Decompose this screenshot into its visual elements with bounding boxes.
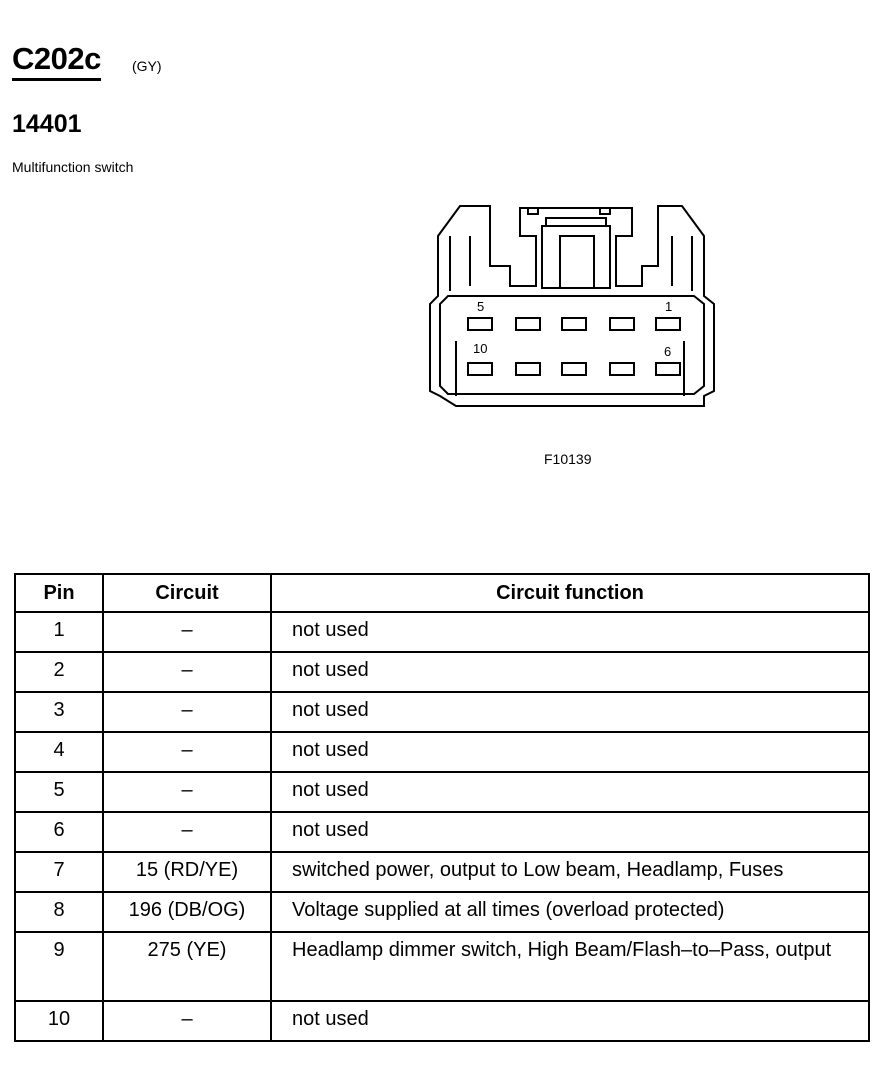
circuit-cell: –	[103, 772, 271, 812]
pin-cell: 7	[15, 852, 103, 892]
connector-face-diagram	[420, 196, 720, 426]
function-cell: not used	[271, 772, 869, 812]
pin-cell: 3	[15, 692, 103, 732]
header-circuit-function: Circuit function	[271, 574, 869, 612]
pin-cell: 6	[15, 812, 103, 852]
pin-cell: 1	[15, 612, 103, 652]
circuit-cell: 196 (DB/OG)	[103, 892, 271, 932]
function-cell: not used	[271, 732, 869, 772]
table-row	[15, 612, 869, 652]
header-pin: Pin	[15, 574, 103, 612]
circuit-cell: 15 (RD/YE)	[103, 852, 271, 892]
component-name: Multifunction switch	[12, 159, 134, 175]
function-cell: not used	[271, 612, 869, 652]
circuit-cell: –	[103, 812, 271, 852]
pin-label-10: 10	[473, 341, 488, 356]
figure-id: F10139	[544, 451, 592, 467]
circuit-cell: –	[103, 612, 271, 652]
part-number: 14401	[12, 110, 82, 138]
circuit-cell: –	[103, 652, 271, 692]
pin-label-5: 5	[477, 299, 485, 314]
table-row	[15, 652, 869, 692]
header-circuit: Circuit	[103, 574, 271, 612]
function-cell: switched power, output to Low beam, Headlamp, Fuses	[271, 852, 869, 892]
connector-color-code: (GY)	[132, 58, 162, 74]
function-cell: Headlamp dimmer switch, High Beam/Flash–to–Pass, output	[271, 932, 869, 1001]
circuit-cell: 275 (YE)	[103, 932, 271, 1001]
pin-label-6: 6	[664, 344, 672, 359]
function-cell: not used	[271, 692, 869, 732]
pin-cell: 10	[15, 1001, 103, 1041]
table-header-row	[15, 574, 869, 612]
function-cell: Voltage supplied at all times (overload protected)	[271, 892, 869, 932]
pinout-table	[14, 573, 870, 1042]
function-cell: not used	[271, 812, 869, 852]
table-row	[15, 852, 869, 892]
pin-cell: 4	[15, 732, 103, 772]
circuit-cell: –	[103, 692, 271, 732]
pin-cell: 5	[15, 772, 103, 812]
circuit-cell: –	[103, 1001, 271, 1041]
pin-cell: 2	[15, 652, 103, 692]
connector-id: C202c	[12, 42, 101, 81]
function-cell: not used	[271, 1001, 869, 1041]
pin-cell: 9	[15, 932, 103, 1001]
table-row	[15, 812, 869, 852]
pin-label-1: 1	[665, 299, 673, 314]
function-cell: not used	[271, 652, 869, 692]
table-row	[15, 892, 869, 932]
table-row	[15, 932, 869, 1001]
table-row	[15, 1001, 869, 1041]
circuit-cell: –	[103, 732, 271, 772]
pin-cell: 8	[15, 892, 103, 932]
table-row	[15, 772, 869, 812]
table-row	[15, 732, 869, 772]
table-row	[15, 692, 869, 732]
